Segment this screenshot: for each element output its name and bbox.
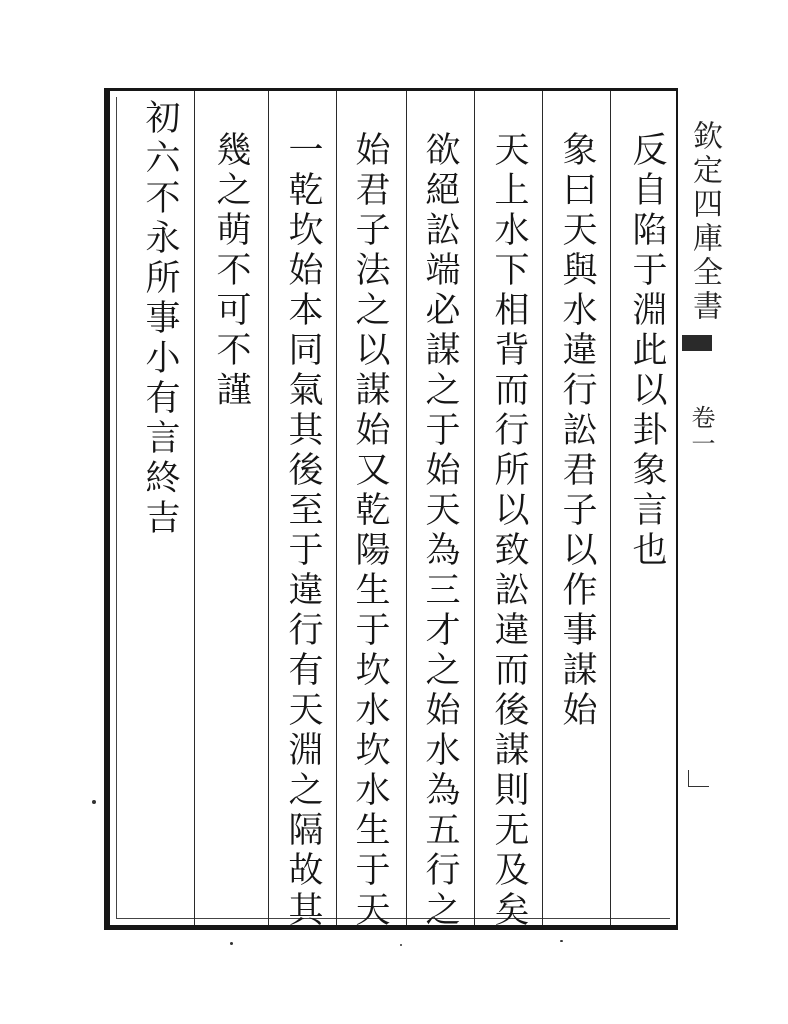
scan-speck <box>560 940 563 942</box>
scan-speck <box>230 942 233 945</box>
corner-mark <box>688 770 709 787</box>
book-title: 欽定四庫全書 <box>687 120 722 324</box>
volume-label: 卷一 <box>687 405 715 457</box>
column-rule <box>406 91 407 925</box>
column-rule <box>610 91 611 925</box>
text-column-7: 幾之萌不可不謹 <box>211 131 251 411</box>
text-column-2: 象曰天與水違行訟君子以作事謀始 <box>557 131 597 731</box>
page-frame <box>104 88 678 930</box>
text-column-6: 一乾坎始本同氣其後至于違行有天淵之隔故其 <box>283 131 323 931</box>
text-column-4: 欲絕訟端必謀之于始天為三才之始水為五行之 <box>420 131 460 931</box>
text-column-8: 初六不永所事小有言終吉 <box>140 99 180 539</box>
column-rule <box>268 91 269 925</box>
text-column-3: 天上水下相背而行所以致訟違而後謀則无及矣 <box>489 131 529 931</box>
margin-header <box>680 120 720 920</box>
column-rule <box>194 91 195 925</box>
scan-speck <box>92 800 96 804</box>
text-column-5: 始君子法之以謀始又乾陽生于坎水坎水生于天 <box>350 131 390 931</box>
column-rule <box>542 91 543 925</box>
text-column-1: 反自陷于淵此以卦象言也 <box>627 131 667 571</box>
column-rule <box>474 91 475 925</box>
scan-speck <box>400 944 402 946</box>
column-rule <box>336 91 337 925</box>
fish-tail-mark <box>682 335 712 351</box>
